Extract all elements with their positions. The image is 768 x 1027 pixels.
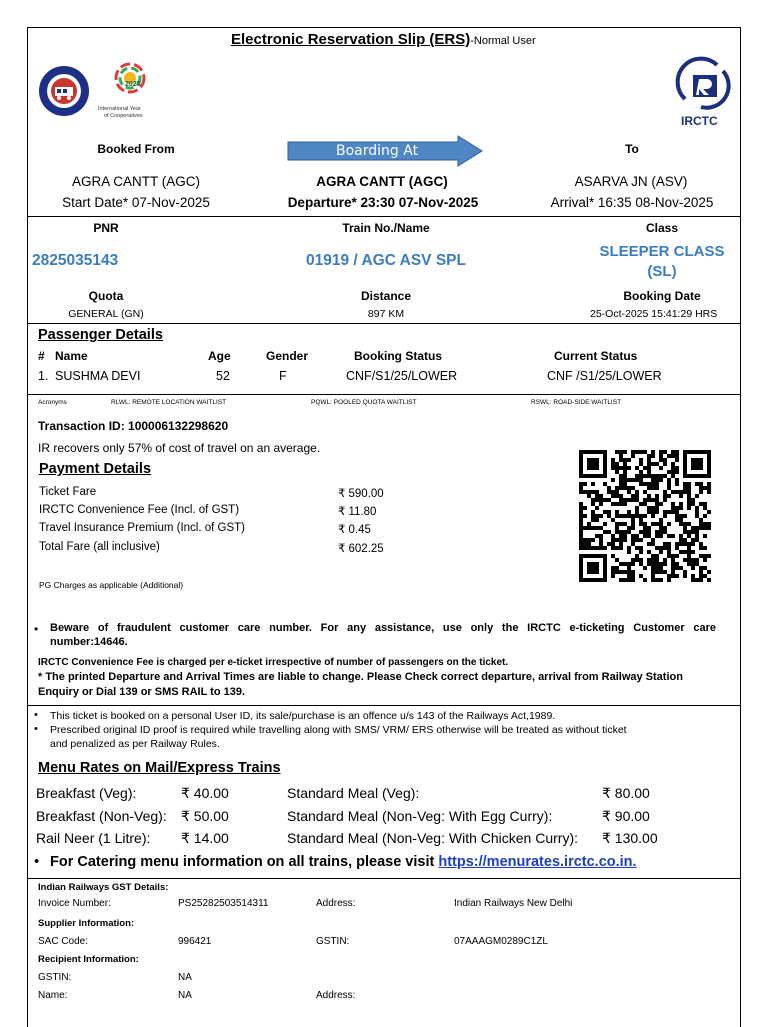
passenger-booking-status: CNF/S1/25/LOWER: [346, 369, 458, 383]
pnr-label: PNR: [93, 221, 119, 235]
passenger-current-status: CNF /S1/25/LOWER: [547, 369, 662, 383]
arrival-time: Arrival* 16:35 08-Nov-2025: [550, 195, 714, 210]
ers-title-row: [231, 31, 536, 49]
acronym-rswl: RSWL: ROAD-SIDE WAITLIST: [531, 399, 622, 406]
divider: [28, 394, 740, 395]
divider: [28, 216, 740, 217]
recipient-name-label: Name:: [38, 990, 68, 1001]
catering-text: For Catering menu information on all trains, please visit: [50, 854, 435, 870]
coop-year: 2025: [125, 81, 141, 88]
convenience-fee-note: IRCTC Convenience Fee is charged per e-ticket irrespective of number of passengers on the ticket.: [38, 657, 509, 668]
quota-value: GENERAL (GN): [68, 308, 144, 320]
booking-date-value: 25-Oct-2025 15:41:29 HRS: [590, 308, 718, 320]
class-value-line2: (SL): [647, 263, 677, 280]
irctc-logo-text: IRCTC: [681, 114, 718, 128]
col-header-no: #: [38, 349, 45, 363]
from-station: AGRA CANTT (AGC): [71, 174, 200, 189]
gst-heading: Indian Railways GST Details:: [38, 882, 169, 893]
acronym-pqwl: PQWL: POOLED QUOTA WAITLIST: [311, 399, 417, 406]
gstin-value: 07AAAGM0289C1ZL: [454, 936, 548, 947]
acronym-rlwl: RLWL: REMOTE LOCATION WAITLIST: [111, 399, 227, 406]
boarding-at-arrow: [286, 135, 486, 167]
col-header-current-status: Current Status: [554, 349, 638, 363]
recipient-name-value: NA: [178, 990, 192, 1001]
total-fare-amount: ₹ 602.25: [338, 543, 384, 555]
recovery-note: IR recovers only 57% of cost of travel on an average.: [38, 441, 321, 455]
total-fare-label: Total Fare (all inclusive): [39, 541, 160, 553]
timing-note-line2: Enquiry or Dial 139 or SMS RAIL to 139.: [38, 686, 246, 698]
train-value: 01919 / AGC ASV SPL: [306, 252, 466, 269]
irctc-logo: [671, 55, 737, 127]
address-value: Indian Railways New Delhi: [454, 898, 573, 909]
divider: [28, 878, 740, 879]
catering-info: [50, 854, 637, 870]
timing-note-line1: * The printed Departure and Arrival Times are liable to change. Please Check correct departure, arrival from Railway Station: [38, 671, 683, 683]
fraud-warning-line2: number:14646.: [50, 636, 128, 648]
quota-label: Quota: [88, 289, 124, 303]
distance-value: 897 KM: [367, 308, 405, 320]
insurance-amount: ₹ 0.45: [338, 524, 371, 536]
booking-date-label: Booking Date: [623, 289, 701, 303]
passenger-gender: F: [279, 369, 287, 383]
bullet-icon: •: [34, 622, 39, 636]
pg-charges-note: PG Charges as applicable (Additional): [39, 580, 184, 590]
passenger-age: 52: [216, 369, 230, 383]
supplier-heading: Supplier Information:: [38, 918, 135, 929]
menu-item-price: ₹ 14.00: [181, 830, 229, 846]
divider: [28, 705, 740, 706]
boarding-at-label: Boarding At: [336, 143, 419, 159]
menu-item-price: ₹ 50.00: [181, 808, 229, 824]
col-header-age: Age: [208, 349, 231, 363]
pnr-value: 2825035143: [32, 252, 119, 269]
ticket-fare-amount: ₹ 590.00: [338, 488, 384, 500]
col-header-name: Name: [55, 349, 88, 363]
rule-id-proof-line1: Prescribed original ID proof is required while travelling along with SMS/ VRM/ ERS otherwise will be treated as without ticket: [50, 724, 627, 736]
menu-item-label: Breakfast (Veg):: [36, 785, 137, 801]
qr-code: [579, 447, 711, 586]
menu-rates-heading: Menu Rates on Mail/Express Trains: [38, 760, 281, 776]
class-label: Class: [645, 221, 679, 235]
start-date: Start Date* 07-Nov-2025: [62, 195, 210, 210]
col-header-booking-status: Booking Status: [354, 349, 443, 363]
user-type: -Normal User: [470, 35, 536, 47]
recipient-heading: Recipient Information:: [38, 954, 139, 965]
address-label: Address:: [316, 898, 356, 909]
convenience-fee-amount: ₹ 11.80: [338, 506, 377, 518]
passenger-name: SUSHMA DEVI: [55, 369, 141, 383]
catering-link[interactable]: https://menurates.irctc.co.in.: [438, 854, 637, 870]
cooperatives-2025-logo: [98, 60, 168, 122]
to-label: To: [625, 142, 639, 156]
distance-label: Distance: [360, 289, 412, 303]
transaction-id: Transaction ID: 100006132298620: [38, 419, 229, 433]
recipient-gstin-label: GSTIN:: [38, 972, 72, 983]
ers-ticket: [27, 27, 741, 1027]
coop-caption-1: International Year: [98, 106, 141, 112]
sac-value: 996421: [178, 936, 212, 947]
payment-details-heading: Payment Details: [39, 461, 152, 477]
fraud-warning-line1: Beware of fraudulent customer care number. For any assistance, use only the IRCTC e-ticketing Customer care: [50, 622, 716, 634]
divider: [28, 323, 740, 324]
menu-item-label: Standard Meal (Non-Veg: With Chicken Curry):: [287, 830, 578, 846]
passenger-details-heading: Passenger Details: [38, 327, 163, 343]
menu-item-price: ₹ 40.00: [181, 785, 229, 801]
recipient-address-label: Address:: [316, 990, 356, 1001]
menu-item-price: ₹ 90.00: [602, 808, 650, 824]
invoice-label: Invoice Number:: [38, 898, 111, 909]
menu-item-label: Standard Meal (Veg):: [287, 785, 420, 801]
bullet-icon: •: [34, 853, 40, 870]
indian-railways-logo: [38, 65, 90, 117]
boarding-station: AGRA CANTT (AGC): [316, 174, 448, 189]
departure-time: Departure* 23:30 07-Nov-2025: [287, 195, 479, 210]
gstin-label: GSTIN:: [316, 936, 350, 947]
booked-from-label: Booked From: [97, 142, 175, 156]
sac-label: SAC Code:: [38, 936, 89, 947]
menu-item-label: Rail Neer (1 Litre):: [36, 830, 151, 846]
menu-item-price: ₹ 80.00: [602, 785, 650, 801]
to-station: ASARVA JN (ASV): [574, 174, 688, 189]
menu-item-label: Standard Meal (Non-Veg: With Egg Curry):: [287, 808, 553, 824]
rule-personal-id: This ticket is booked on a personal User ID, its sale/purchase is an offence u/s 143 of the Railways Act,1989.: [50, 710, 556, 722]
insurance-label: Travel Insurance Premium (Incl. of GST): [39, 522, 245, 534]
passenger-no: 1.: [38, 369, 49, 383]
menu-item-label: Breakfast (Non-Veg):: [36, 808, 167, 824]
ticket-fare-label: Ticket Fare: [39, 486, 97, 498]
recipient-gstin-value: NA: [178, 972, 192, 983]
bullet-icon: •: [34, 709, 38, 721]
ers-title: Electronic Reservation Slip (ERS): [231, 31, 471, 48]
train-label: Train No./Name: [342, 221, 430, 235]
bullet-icon: •: [34, 723, 38, 735]
class-value-line1: SLEEPER CLASS: [599, 243, 725, 260]
col-header-gender: Gender: [266, 349, 309, 363]
acronyms-label: Acronyms: [38, 399, 67, 406]
convenience-fee-label: IRCTC Convenience Fee (Incl. of GST): [39, 504, 240, 516]
rule-id-proof-line2: and penalized as per Railway Rules.: [50, 738, 220, 750]
invoice-value: PS25282503514311: [178, 898, 269, 909]
menu-item-price: ₹ 130.00: [602, 830, 658, 846]
coop-caption-2: of Cooperatives: [104, 113, 143, 119]
